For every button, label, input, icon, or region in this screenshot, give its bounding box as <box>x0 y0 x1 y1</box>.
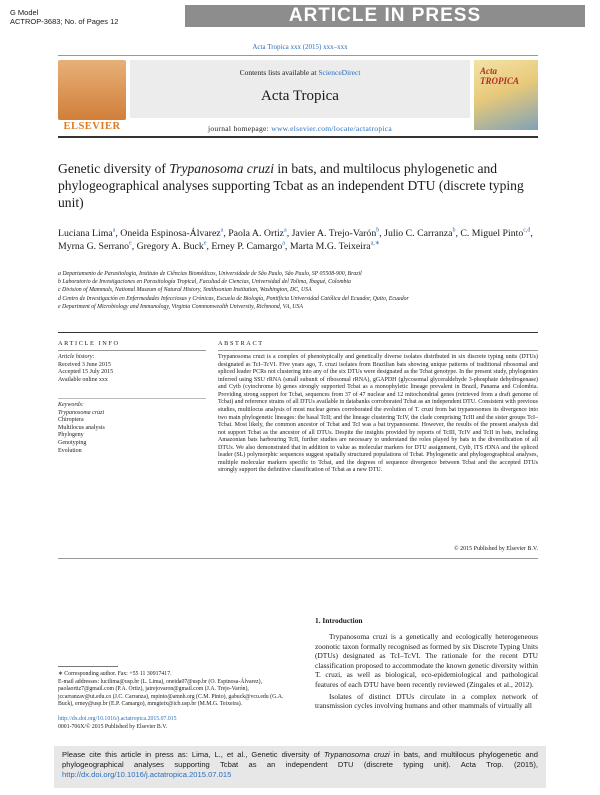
author-name: Erney P. Camargo <box>211 240 283 252</box>
author-affiliation-marker[interactable]: e <box>203 240 207 247</box>
elsevier-wordmark: ELSEVIER <box>63 121 121 132</box>
journal-cover-image <box>474 60 538 130</box>
author-name: Luciana Lima <box>58 228 113 239</box>
author-name: Paola A. Ortiz <box>228 228 285 239</box>
keywords-list <box>58 410 206 456</box>
cite-this-article-box <box>54 746 546 788</box>
author-name: Myrna G. Serrano <box>58 240 130 252</box>
affiliation-item: c Division of Mammals, National Museum of Natural History, Smithsonian Institution, Washington, DC, USA <box>58 287 312 294</box>
keyword-item: Evolution <box>58 447 82 454</box>
article-info-divider <box>58 350 206 351</box>
author-affiliation-marker[interactable]: a <box>220 227 224 234</box>
footnotes <box>58 671 296 709</box>
article-title: Genetic diversity of Trypanosoma cruzi in bats, and multilocus phylogenetic and phylogeographical analyses supporting Tcbat as an independent DTU (discrete typing unit) <box>58 161 524 210</box>
affiliation-divider <box>58 332 538 333</box>
keywords-block <box>58 402 206 455</box>
received-date: Received 3 June 2015 <box>58 361 111 368</box>
article-info-heading: ARTICLE INFO <box>58 340 120 347</box>
author-affiliation-marker[interactable]: a <box>282 240 285 247</box>
journal-homepage-line: journal homepage: www.elsevier.com/locate/actatropica <box>207 124 393 133</box>
cite-this-article-text: Please cite this article in press as: Lima, L., et al., Genetic diversity of Trypanosoma cruzi in bats, and multilocus phylogenetic and phylogeographical analyses supporting Tcbat as an independent DTU (discrete typing unit). Acta Trop. (2015), http://dx.doi.org/10.1016/j.actatropica.2015.07.015 <box>62 750 538 779</box>
author-name: Oneida Espinosa-Álvarez <box>120 228 221 239</box>
cite-doi-link[interactable]: http://dx.doi.org/10.1016/j.actatropica.2015.07.015 <box>62 770 232 779</box>
gmodel-block <box>10 8 118 26</box>
article-history <box>58 354 206 384</box>
author-affiliation-marker[interactable]: b <box>376 227 380 234</box>
author-affiliation-marker[interactable]: c,d <box>523 227 531 234</box>
keyword-item: Genotyping <box>58 439 87 446</box>
author-affiliation-marker[interactable]: a,∗ <box>370 240 380 247</box>
keywords-label: Keywords: <box>58 402 84 408</box>
affiliation-list <box>58 270 538 311</box>
author-name: Javier A. Trejo-Varón <box>291 228 377 239</box>
author-affiliation-marker[interactable]: e <box>129 240 132 247</box>
intro-paragraph-1: Trypanosoma cruzi is a genetically and ecologically heterogeneous zoonotic taxon formally recognised as formed by six Discrete Typing Units (DTUs) designated as TcI–TcVI. The rationale for the recent DTU classification proposed to accommodate the known genetic diversity within T. cruzi, as well as biological, eco-epidemiological and pathological features of each DTU have been recently reviewed (Zingales et al., 2012). <box>315 632 538 689</box>
gmodel-label: G Model <box>10 8 39 17</box>
article-in-press-banner: ARTICLE IN PRESS <box>185 5 585 27</box>
header-thick-divider <box>58 136 538 138</box>
author-name: C. Miguel Pinto <box>460 228 524 239</box>
elsevier-tree-icon <box>58 60 126 120</box>
corresponding-author-note: ∗ Corresponding author. Fax: +55 11 30917417. <box>58 671 172 677</box>
doi-block <box>58 716 296 731</box>
intro-paragraph-2: Isolates of distinct DTUs circulate in a complex network of transmission cycles involving humans and other mammals of virtually all <box>315 691 538 711</box>
sciencedirect-link[interactable]: ScienceDirect <box>318 68 361 77</box>
keyword-item: Trypanosoma cruzi <box>58 409 105 416</box>
introduction-body <box>315 632 538 713</box>
footnote-divider <box>58 666 118 667</box>
author-name: Marta M.G. Teixeira <box>289 240 371 252</box>
cover-title: Acta TROPICA <box>480 66 520 86</box>
author-affiliation-marker[interactable]: a <box>284 227 287 234</box>
journal-header-box <box>130 60 470 118</box>
affiliation-item: e Department of Microbiology and Immunology, Virginia Commonwealth University, Richmond, VA, USA <box>58 303 303 310</box>
copyright-line: © 2015 Published by Elsevier B.V. <box>454 546 538 552</box>
affiliation-item: b Laboratorio de Investigaciones en Parasitología Tropical, Facultad de Ciencias, Universidad del Tolima, Ibagué, Colombia <box>58 279 351 286</box>
header-divider <box>58 55 538 56</box>
abstract-text: Trypanosoma cruzi is a complex of phenotypically and genetically diverse isolates distributed in six discrete typing units (DTUs) designated as TcI–TcVI. Five years ago, T. cruzi isolates from Brazilian bats showing unique patterns of traditional ribosomal and spliced leader PCRs not clustering into any of the six DTUs were designated as the Tcbat genotype. In the present study, phylogenies inferred using SSU rRNA (small subunit of ribosomal rRNA), gGAPDH (glycosomal glyceraldehyde 3-phosphate dehydrogenase) and Cytb (cytochrome b) genes strongly supported Tcbat as a monophyletic lineage prevalent in Brazil, Panama and Colombia. Providing strong support for Tcbat, sequences from 37 of 47 nuclear and 12 mitochondrial genes (retrieved from a draft genome of Tcbat) and reference strains of all DTUs available in databanks corroborated Tcbat as an independent DTU. Consistent with previous studies, multilocus analysis of most nuclear genes corroborated the evolution of T. cruzi from bat trypanosomes its divergence into two main phylogenetic lineages: the basal TcII; and the lineage clustering TcIV, the clade comprising TcIII and the sister groups TcI–Tcbat. Most likely, the common ancestor of Tcbat and TcI was a bat trypanosome. However, the results of the present analysis did not support Tcbat as the ancestor of all DTUs. Despite the insights provided by reports of TcIII, TcIV and TcII in bats, including Amazonian bats harbouring TcII, further studies are necessary to understand the roles played by bats in the diversification of all DTUs. We also demonstrated that in addition to value as molecular markers for DTU assignment, Cytb, ITS rDNA and the spliced leader (SL) polymorphic sequences suggest spatially structured populations of Tcbat. Phylogenetic and phylogeographical analyses, multiple molecular markers specific to Tcbat, and the degrees of sequence divergence between Tcbat and the accepted DTUs strongly support the definitive classification of Tcbat as a new DTU. <box>218 354 538 474</box>
abstract-bottom-divider <box>58 558 538 559</box>
author-affiliation-marker[interactable]: a <box>112 227 116 234</box>
affiliation-item: d Centro de Investigación en Enfermedades Infecciosas y Crónicas, Escuela de Biología, Pontificia Universidad Católica del Ecuador, Quito, Ecuador <box>58 295 409 302</box>
introduction-heading: 1. Introduction <box>315 616 363 625</box>
journal-citation-link[interactable]: Acta Tropica xxx (2015) xxx–xxx <box>252 43 348 51</box>
keyword-item: Multilocus analysis <box>58 424 105 431</box>
journal-homepage-link[interactable]: www.elsevier.com/locate/actatropica <box>271 124 393 133</box>
article-code: ACTROP-3683; No. of Pages 12 <box>10 17 119 26</box>
online-date: Available online xxx <box>58 376 108 383</box>
accepted-date: Accepted 15 July 2015 <box>58 369 114 376</box>
author-name: Gregory A. Buck <box>136 240 204 252</box>
abstract-divider <box>218 350 538 351</box>
author-list: Luciana Lima$^a$, Oneida Espinosa-Álvarez$^a$, Paola A. Ortiz$^a$, Javier A. Trejo-Varón$^b$, Julio C. Carranza$^b$, C. Miguel Pinto$^{c,d}$, Myrna G. Serrano$^e$, Gregory A. Buck$^e$, Erney P. Camargo$^a$, Marta M.G. Teixeira$^{a,∗}$ <box>58 227 533 252</box>
keyword-item: Phylogeny <box>58 432 84 439</box>
history-divider <box>58 398 206 399</box>
affiliation-item: a Departamento de Parasitologia, Instituto de Ciências Biomédicas, Universidade de São Paulo, São Paulo, SP 05508-900, Brazil <box>58 271 362 277</box>
author-affiliation-marker[interactable]: b <box>452 227 456 234</box>
contents-line: Contents lists available at ScienceDirect <box>239 68 361 77</box>
keyword-item: Chiroptera <box>58 417 84 424</box>
history-label: Article history: <box>58 354 95 360</box>
elsevier-logo <box>58 60 126 134</box>
email-addresses: E-mail addresses: lucilima@usp.br (L. Lima), oneida07@usp.br (O. Espinosa-Álvarez), paolaortiz7@gmail.com (P.A. Ortiz), jatrejovaron@gmail.com (J.A. Trejo-Varón), jccarranzav@ut.edu.co (J.C. Carranza), mpinto@amnh.org (C.M. Pinto), gabuck@vcu.edu (G.A. Buck), erney@usp.br (E.P. Camargo), mmgteix@icb.usp.br (M.M.G. Teixeira). <box>58 678 284 707</box>
doi-link[interactable]: http://dx.doi.org/10.1016/j.actatropica.2015.07.015 <box>58 716 177 722</box>
author-name: Julio C. Carranza <box>384 228 453 239</box>
abstract-heading: ABSTRACT <box>218 340 264 347</box>
issn-line: 0001-706X/© 2015 Published by Elsevier B.V. <box>58 723 168 730</box>
journal-name: Acta Tropica <box>261 88 339 104</box>
